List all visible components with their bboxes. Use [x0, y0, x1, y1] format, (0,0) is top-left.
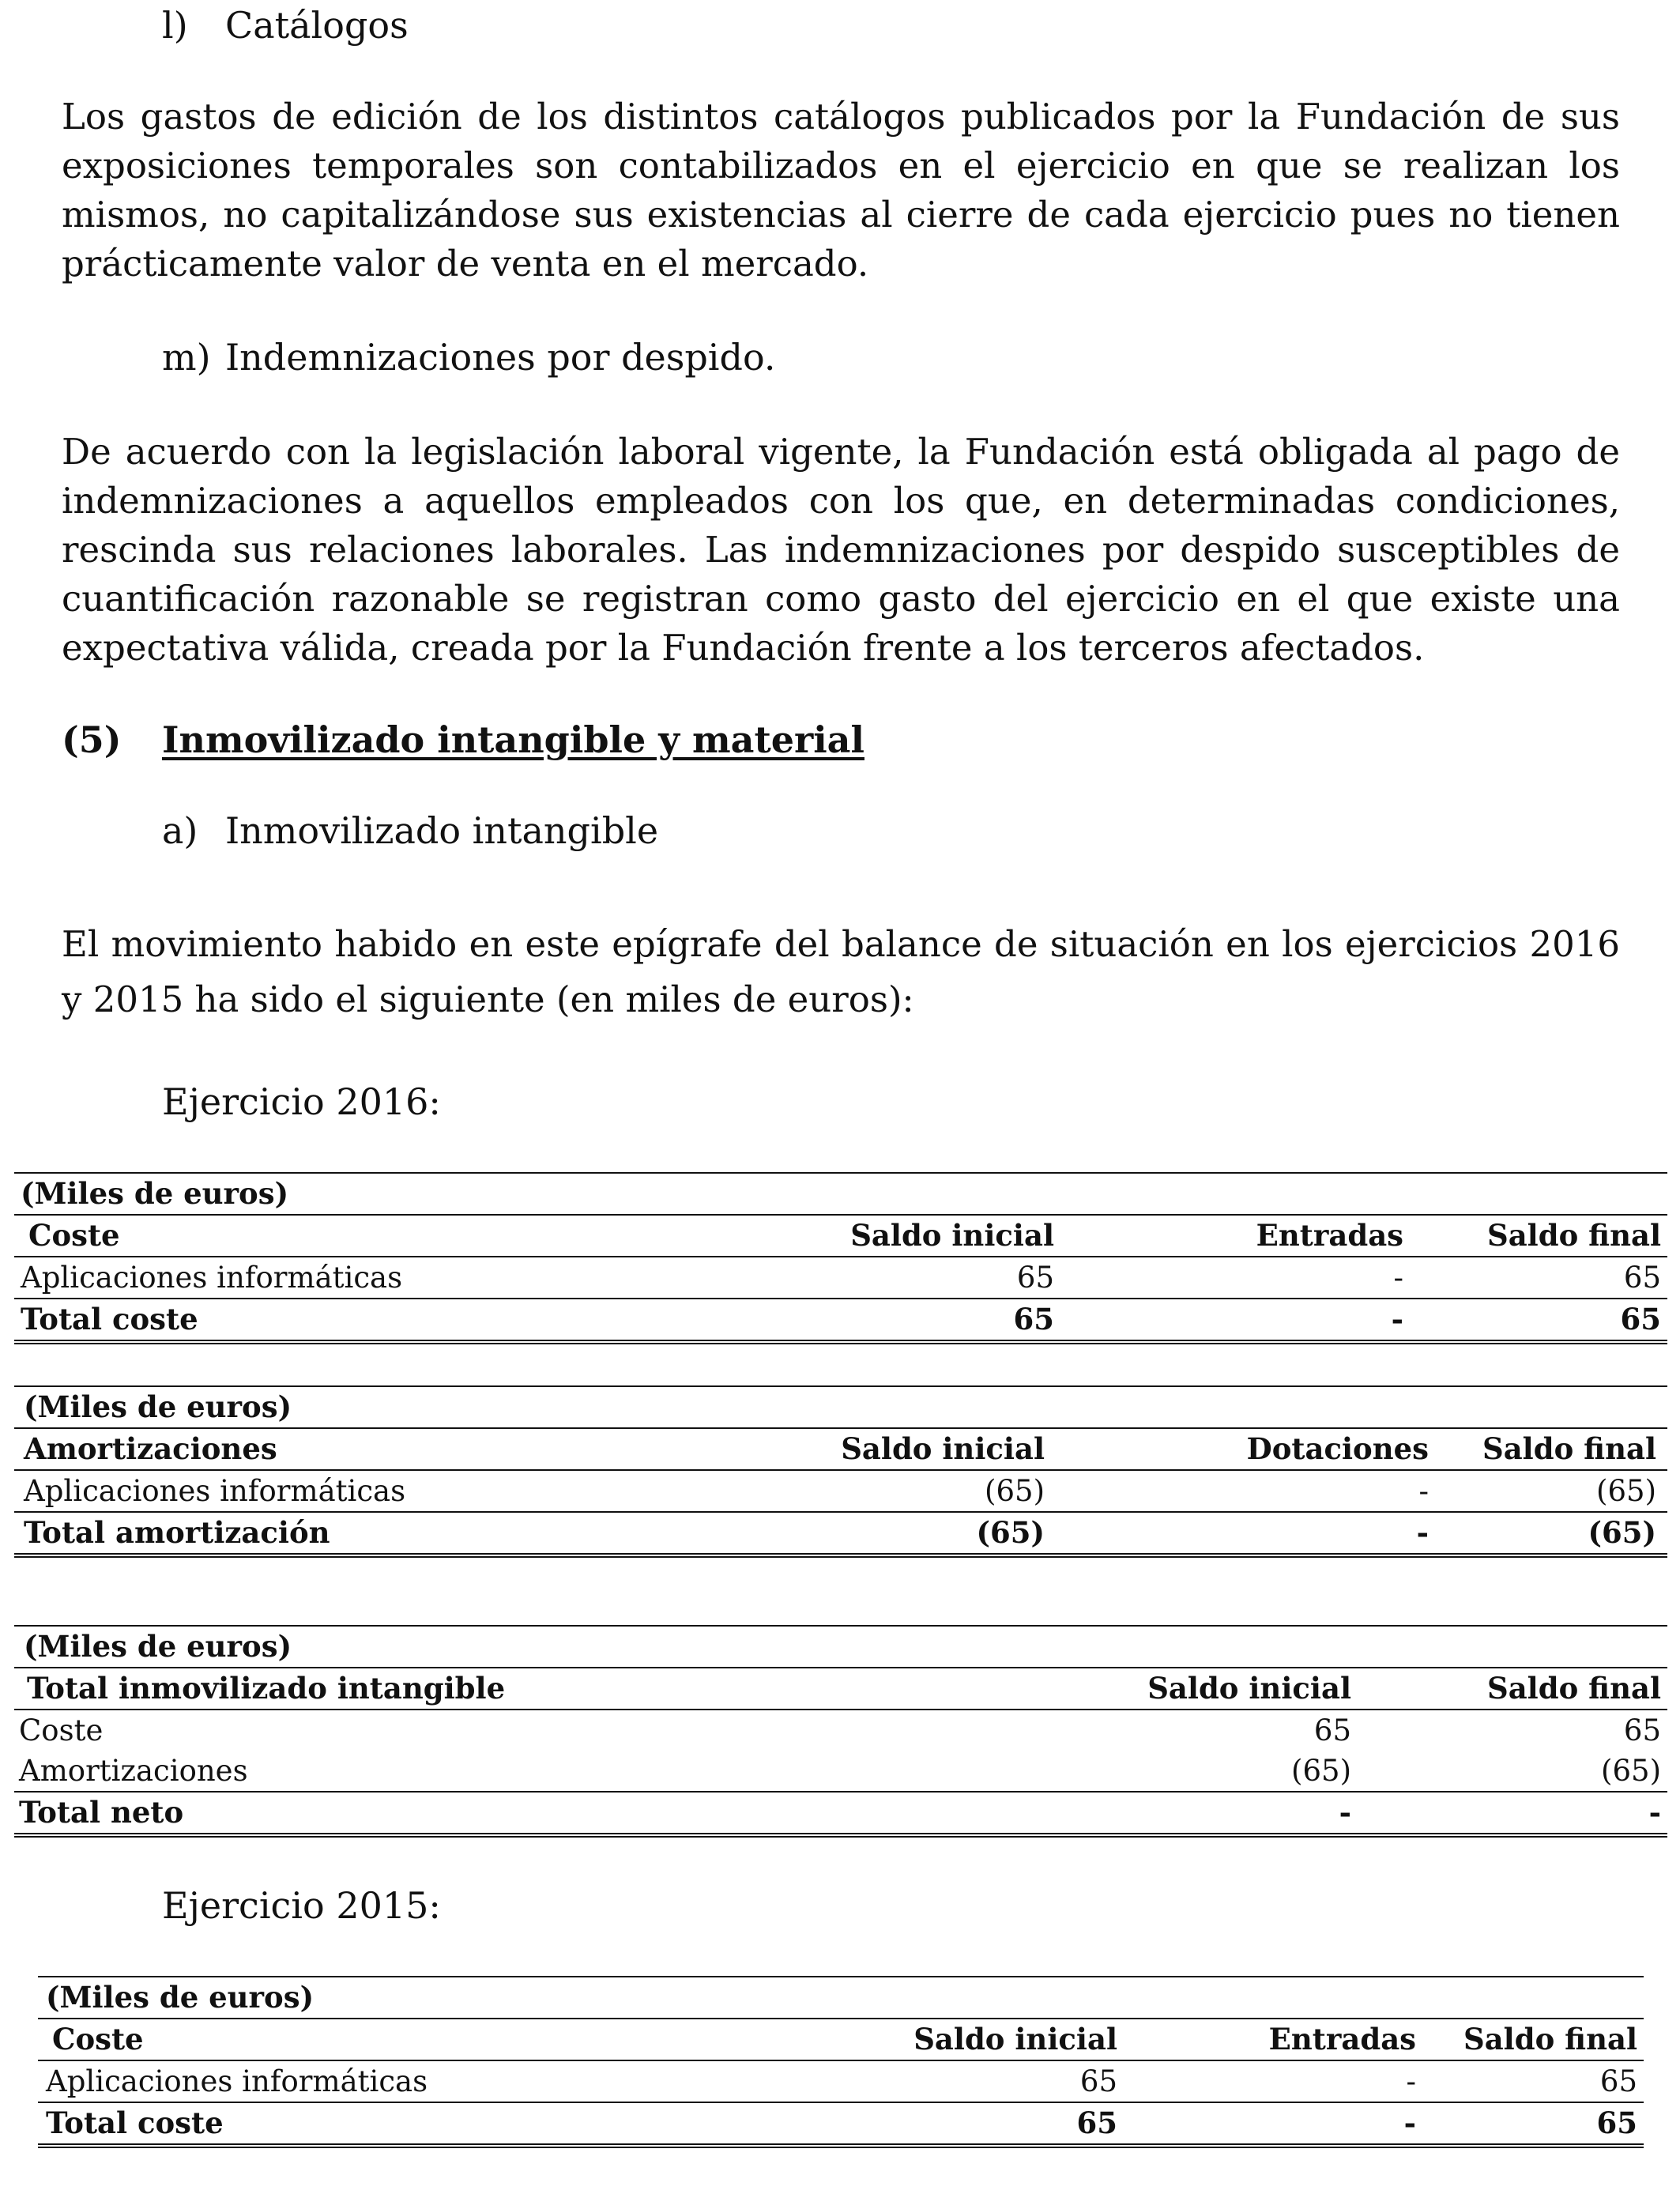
total-entradas: - — [1391, 1302, 1403, 1336]
header-saldo-inicial: Saldo inicial — [850, 1218, 1054, 1253]
total-label: Total neto — [19, 1795, 184, 1830]
table-row — [14, 1751, 1667, 1793]
item-l-letter: l) — [162, 4, 188, 47]
row-entradas: - — [1393, 1261, 1403, 1295]
table-amortizaciones-2016 — [14, 1385, 1667, 1558]
table-total-row — [38, 2103, 1644, 2148]
row-label: Aplicaciones informáticas — [46, 2064, 428, 2098]
row-saldo-inicial: 65 — [1016, 1261, 1054, 1295]
item-a-heading — [162, 809, 658, 853]
item-a-letter: a) — [162, 809, 198, 852]
row-saldo-final: (65) — [1601, 1754, 1661, 1788]
header-dotaciones: Dotaciones — [1246, 1431, 1429, 1466]
item-m-letter: m) — [162, 336, 211, 379]
header-coste: Coste — [28, 1218, 120, 1253]
header-saldo-final: Saldo final — [1463, 2022, 1637, 2056]
row-label: Aplicaciones informáticas — [21, 1261, 403, 1295]
table-unit-row — [14, 1385, 1667, 1427]
row-saldo-final: 65 — [1599, 2064, 1637, 2098]
table-unit-label: (Miles de euros) — [24, 1629, 292, 1664]
row-saldo-inicial: 65 — [1079, 2064, 1117, 2098]
paragraph-indemnizaciones: De acuerdo con la legislación laboral vigente, la Fundación está obligada al pago de indemnizaciones a aquellos empleados con los que, en determinadas condiciones, rescinda sus relaciones laborales. Las indemnizaciones por despido susceptibles de cuantificación razonable se registran como gasto del ejercicio en el que existe una expectativa válida, creada por la Fundación frente a los terceros afectados. — [62, 431, 1620, 669]
row-saldo-inicial: 65 — [1313, 1713, 1351, 1747]
section-title: Inmovilizado intangible y material — [162, 718, 864, 761]
header-saldo-final: Saldo final — [1486, 1218, 1661, 1253]
table-unit-label: (Miles de euros) — [46, 1980, 315, 2015]
table-coste-2015 — [38, 1976, 1644, 2148]
item-m-title: Indemnizaciones por despido. — [225, 336, 776, 379]
header-saldo-inicial: Saldo inicial — [913, 2022, 1117, 2056]
row-saldo-final: 65 — [1623, 1713, 1661, 1747]
table-unit-row — [38, 1976, 1644, 2018]
row-label: Coste — [19, 1713, 104, 1747]
table-unit-label: (Miles de euros) — [24, 1389, 292, 1424]
table-row — [14, 1471, 1667, 1513]
header-saldo-inicial: Saldo inicial — [1147, 1671, 1351, 1706]
header-amortizaciones: Amortizaciones — [24, 1431, 277, 1466]
section-number: (5) — [62, 718, 122, 761]
total-entradas: - — [1403, 2105, 1416, 2140]
total-saldo-inicial: (65) — [976, 1515, 1045, 1550]
header-coste: Coste — [52, 2022, 144, 2056]
total-label: Total coste — [46, 2105, 224, 2140]
row-entradas: - — [1406, 2064, 1416, 2098]
item-l-title: Catálogos — [225, 4, 409, 47]
ejercicio-2015-label: Ejercicio 2015: — [162, 1884, 441, 1927]
paragraph-catalogos: Los gastos de edición de los distintos catálogos publicados por la Fundación de sus exposiciones temporales son contabilizados en el ejercicio en que se realizan los mismos, no capitalizándose sus existencias al cierre de cada ejercicio pues no tienen prácticamente valor de venta en el mercado. — [62, 96, 1620, 285]
item-a-title: Inmovilizado intangible — [225, 809, 659, 852]
row-saldo-inicial: (65) — [1291, 1754, 1351, 1788]
total-saldo-final: 65 — [1620, 1302, 1661, 1336]
paragraph-movimiento: El movimiento habido en este epígrafe del balance de situación en los ejercicios 2016 y 2015 ha sido el siguiente (en miles de euros): — [62, 923, 1620, 1020]
header-entradas: Entradas — [1256, 1218, 1403, 1253]
total-saldo-inicial: 65 — [1013, 1302, 1054, 1336]
table-header-row — [14, 1427, 1667, 1471]
table-unit-row — [14, 1172, 1667, 1214]
table-row — [14, 1257, 1667, 1299]
table-unit-label: (Miles de euros) — [21, 1176, 289, 1211]
header-saldo-final: Saldo final — [1486, 1671, 1661, 1706]
table-header-row — [14, 1214, 1667, 1257]
table-total-row — [14, 1513, 1667, 1558]
total-saldo-inicial: 65 — [1076, 2105, 1117, 2140]
table-total-row — [14, 1793, 1667, 1838]
total-saldo-inicial: - — [1339, 1795, 1351, 1830]
table-row — [14, 1710, 1667, 1751]
header-entradas: Entradas — [1268, 2022, 1416, 2056]
total-saldo-final: (65) — [1588, 1515, 1656, 1550]
table-row — [38, 2061, 1644, 2103]
row-dotaciones: - — [1418, 1474, 1429, 1508]
item-l-heading — [162, 3, 409, 47]
table-unit-row — [14, 1625, 1667, 1667]
table-header-row — [14, 1667, 1667, 1710]
total-saldo-final: 65 — [1596, 2105, 1637, 2140]
row-label: Aplicaciones informáticas — [24, 1474, 406, 1508]
row-saldo-final: 65 — [1623, 1261, 1661, 1295]
table-coste-2016 — [14, 1172, 1667, 1344]
row-saldo-inicial: (65) — [985, 1474, 1045, 1508]
item-m-heading — [162, 335, 775, 379]
total-label: Total coste — [21, 1302, 198, 1336]
header-saldo-final: Saldo final — [1482, 1431, 1656, 1466]
ejercicio-2016-label: Ejercicio 2016: — [162, 1080, 441, 1123]
row-label: Amortizaciones — [19, 1754, 248, 1788]
total-saldo-final: - — [1648, 1795, 1661, 1830]
total-label: Total amortización — [24, 1515, 330, 1550]
table-header-row — [38, 2018, 1644, 2061]
total-dotaciones: - — [1416, 1515, 1429, 1550]
table-total-row — [14, 1299, 1667, 1344]
header-saldo-inicial: Saldo inicial — [841, 1431, 1045, 1466]
header-total-inmovilizado: Total inmovilizado intangible — [27, 1671, 506, 1706]
table-total-inmovilizado — [14, 1625, 1667, 1838]
row-saldo-final: (65) — [1596, 1474, 1656, 1508]
